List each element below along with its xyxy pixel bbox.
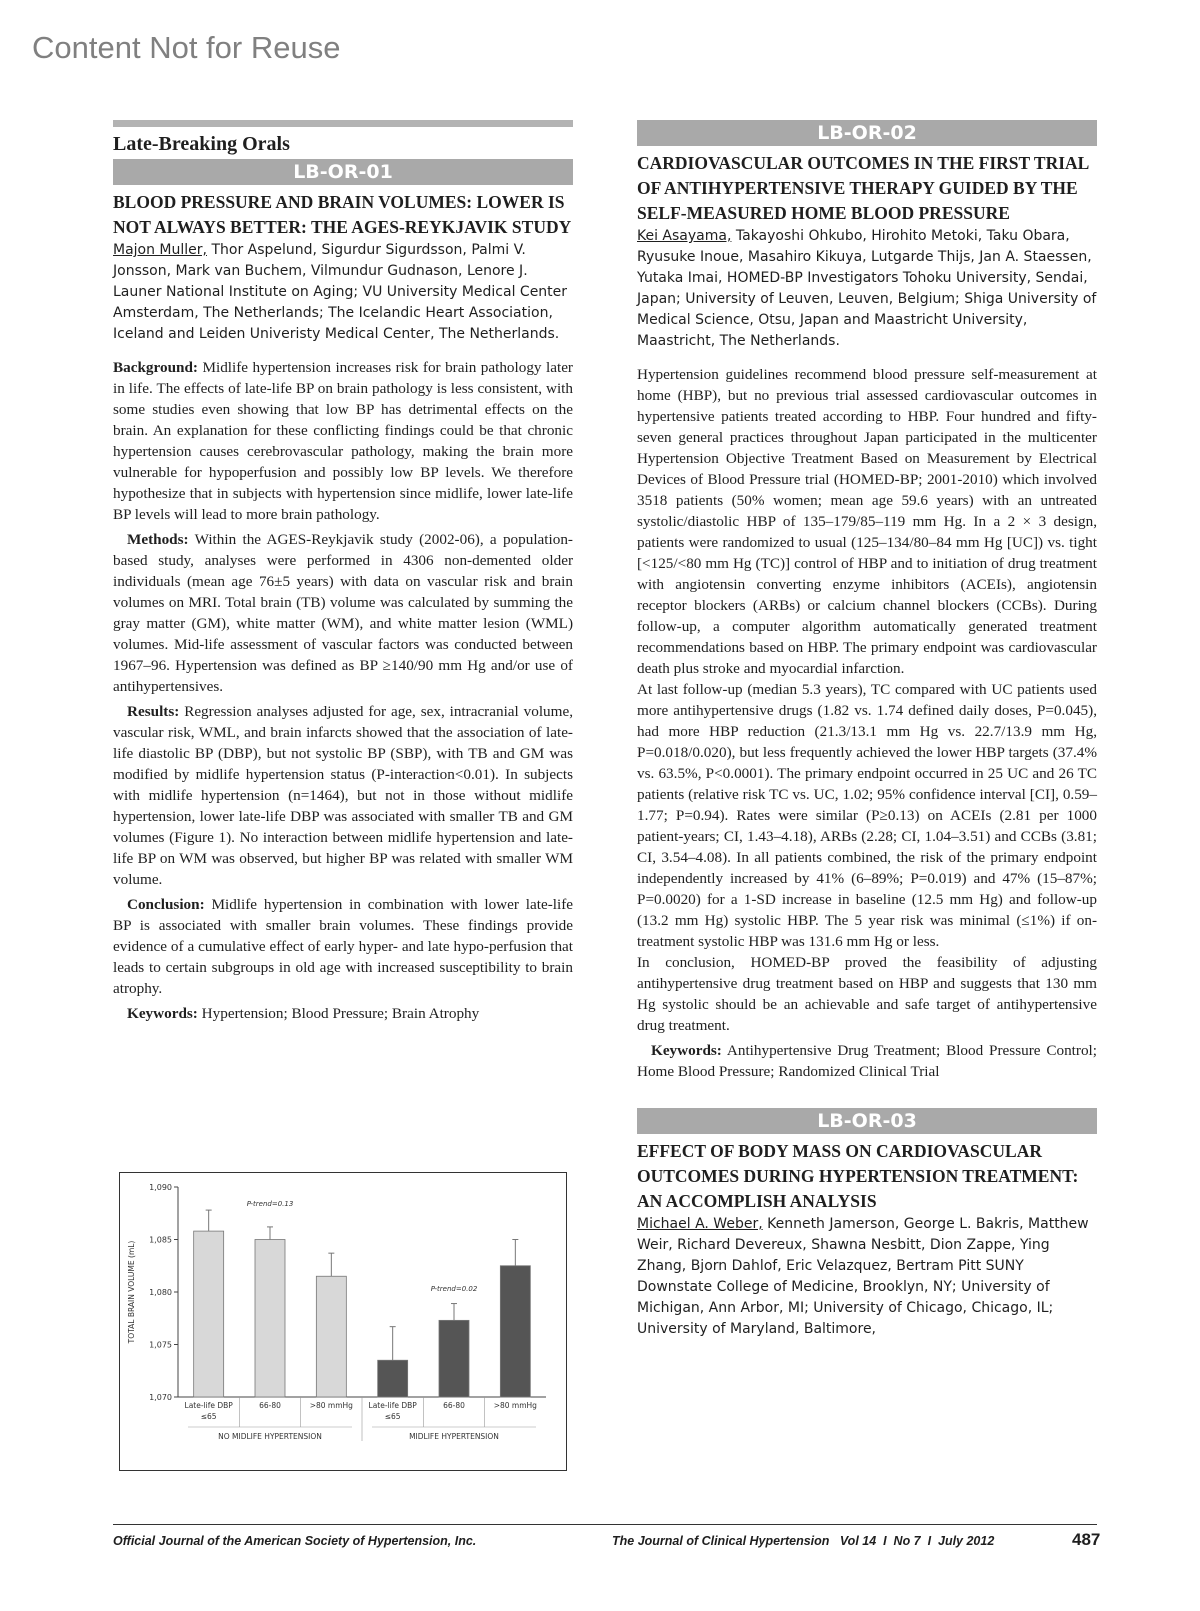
trend-annotation: P-trend=0.02 [430,1284,478,1293]
x-tick-label: >80 mmHg [309,1401,353,1410]
y-axis-label: TOTAL BRAIN VOLUME (mL) [127,1240,136,1344]
authors-affiliations: Kenneth Jamerson, George L. Bakris, Matthew Weir, Richard Devereux, Shawna Nesbitt, Dion Zappe, Ying Zhang, Bjorn Dahlof, Eric Velazquez, Bertram Pitt SUNY Downstate College of Medicine, Brooklyn, NY; University of Michigan, Ann Arbor, MI; University of Chicago, Chicago, IL; University of Maryland, Baltimore, [637,1216,1089,1337]
background-label: Background: [113,359,198,376]
keywords-label: Keywords: [651,1042,722,1059]
trend-annotation: P-trend=0.13 [246,1200,294,1209]
y-tick-label: 1,070 [149,1393,172,1402]
y-tick-label: 1,085 [149,1235,172,1245]
abstract-body [113,357,573,1024]
bar [255,1240,285,1398]
conclusion-text: Midlife hypertension in combination with lower late-life BP is associated with smaller brain volumes. These findings provide evidence of a cumulative effect of early hyper- and late hypo-perfusion that leads to certain subgroups in old age with increased susceptibility to brain atrophy. [113,896,573,997]
background-text: Midlife hypertension increases risk for brain pathology later in life. The effects of late-life BP on brain pathology is less consistent, with some studies even showing that low BP has detrimental effects on the brain. An explanation for these conflicting findings could be that chronic hypertension causes cerebrovascular pathology, making the brain more vulnerable for hypoperfusion and possibly low BP levels. We therefore hypothesize that in subjects with hypertension since midlife, lower late-life BP levels will lead to more brain pathology. [113,359,573,523]
group-label: MIDLIFE HYPERTENSION [409,1432,499,1441]
keywords-text: Antihypertensive Drug Treatment; Blood Pressure Control; Home Blood Pressure; Randomized Clinical Trial [637,1042,1097,1080]
y-tick-label: 1,080 [149,1288,172,1297]
y-tick-label: 1,075 [149,1340,172,1350]
x-tick-label: >80 mmHg [493,1401,537,1410]
presenting-author: Majon Muller, [113,242,207,258]
x-tick-label: 66-80 [259,1401,281,1410]
abstract-body [637,364,1097,1082]
bar [194,1231,224,1397]
group-label: NO MIDLIFE HYPERTENSION [218,1432,322,1441]
keywords-label: Keywords: [127,1005,198,1022]
abstract-title: BLOOD PRESSURE AND BRAIN VOLUMES: LOWER IS NOT ALWAYS BETTER: THE AGES-REYKJAVIK STUDY [113,192,572,237]
x-tick-label: ≤65 [384,1412,401,1421]
abstract-title: CARDIOVASCULAR OUTCOMES IN THE FIRST TRIAL OF ANTIHYPERTENSIVE THERAPY GUIDED BY THE SELF-MEASURED HOME BLOOD PRESSURE [637,153,1089,223]
results-text: Regression analyses adjusted for age, sex, intracranial volume, vascular risk, WML, and brain infarcts showed that the association of late-life diastolic BP (DBP), but not systolic BP (SBP), with TB and GM was modified by midlife hypertension status (P-interaction<0.01). In subjects with midlife hypertension (n=1464), but not in those without midlife hypertension, lower late-life DBP was associated with smaller TB and GM volumes (Figure 1). No interaction between midlife hypertension and late-life BP on WM was observed, but higher BP was related with smaller WM volume. [113,703,573,888]
bar [439,1320,469,1397]
watermark: Content Not for Reuse [32,30,341,65]
x-tick-label: 66-80 [443,1401,465,1410]
abstract-code-bar: LB-OR-02 [637,120,1097,146]
section-label: Late-Breaking Orals [113,133,290,155]
author-list [637,226,1097,352]
footer-rule [113,1524,1097,1525]
figure-1-chart [119,1172,567,1471]
x-tick-label: Late-life DBP [368,1401,417,1410]
methods-label: Methods: [127,531,189,548]
presenting-author: Michael A. Weber, [637,1216,763,1232]
author-list [637,1214,1097,1340]
page-number: 487 [1072,1530,1101,1549]
authors-affiliations: Thor Aspelund, Sigurdur Sigurdsson, Palmi V. Jonsson, Mark van Buchem, Vilmundur Gudnason, Lenore J. Launer National Institute on Aging; VU University Medical Center Amsterdam, The Netherlands; The Icelandic Heart Association, Iceland and Leiden Univeristy Medical Center, The Netherlands. [113,242,568,342]
body-paragraph: In conclusion, HOMED-BP proved the feasibility of adjusting antihypertensive drug treatment based on HBP and suggests that 130 mm Hg systolic should be an achievable and safe target of antihypertensive drug treatment. [637,954,1097,1034]
results-label: Results: [127,703,180,720]
conclusion-label: Conclusion: [127,896,205,913]
methods-text: Within the AGES-Reykjavik study (2002-06), a population-based study, analyses were performed in 4306 non-demented older individuals (mean age 76±5 years) with data on vascular risk and brain volumes on MRI. Total brain (TB) volume was calculated by summing the gray matter (GM), white matter (WM), and white matter lesion (WML) volumes. Mid-life assessment of vascular factors was conducted between 1967–96. Hypertension was defined as BP ≥140/90 mm Hg and/or use of antihypertensives. [113,531,573,695]
left-column [113,120,573,1028]
footer-journal-society: Official Journal of the American Society of Hypertension, Inc. [113,1534,477,1548]
presenting-author: Kei Asayama, [637,228,732,244]
abstract-title: EFFECT OF BODY MASS ON CARDIOVASCULAR OUTCOMES DURING HYPERTENSION TREATMENT: AN ACCOMPLISH ANALYSIS [637,1141,1079,1211]
bar [378,1360,408,1397]
author-list [113,240,573,345]
authors-affiliations: Takayoshi Ohkubo, Hirohito Metoki, Taku Obara, Ryusuke Inoue, Masahiro Kikuya, Lutgarde Thijs, Jan A. Staessen, Yutaka Imai, HOMED-BP Investigators Tohoku University, Sendai, Japan; University of Leuven, Leuven, Belgium; Shiga University of Medical Science, Otsu, Japan and Maastricht University, Maastricht, The Netherlands. [637,228,1097,349]
body-paragraph: Hypertension guidelines recommend blood pressure self-measurement at home (HBP), but no previous trial assessed cardiovascular outcomes in hypertensive patients treated according to HBP. Four hundred and fifty-seven general practices throughout Japan participated in the multicenter Hypertension Objective Treatment Based on Measurement by Electrical Devices of Blood Pressure trial (HOMED-BP; 2001-2010) which involved 3518 patients (50% women; mean age 59.6 years) with an untreated systolic/diastolic HBP of 135–179/85–119 mm Hg. In a 2 × 3 design, patients were randomized to usual (125–134/80–84 mm Hg [UC]) vs. tight [<125/<80 mm Hg (TC)] control of HBP and to initiation of drug treatment with angiotensin converting enzyme inhibitors (ACEIs), angiotensin receptor blockers (ARBs) or calcium channel blockers (CCBs). During follow-up, a computer algorithm automatically generated treatment recommendations based on HBP. The primary endpoint was cardiovascular death plus stroke and myocardial infarction. [637,366,1097,677]
y-tick-label: 1,090 [149,1183,172,1192]
x-tick-label: ≤65 [200,1412,217,1421]
bar [500,1266,530,1397]
section-rule [113,120,573,127]
abstract-code-bar: LB-OR-03 [637,1108,1097,1134]
keywords-text: Hypertension; Blood Pressure; Brain Atrophy [201,1005,480,1022]
bar-chart-svg [120,1173,566,1470]
right-column [637,120,1097,1340]
x-tick-label: Late-life DBP [184,1401,233,1410]
abstract-code-bar: LB-OR-01 [113,159,573,185]
body-paragraph: At last follow-up (median 5.3 years), TC compared with UC patients used more antihypertensive drugs (1.82 vs. 1.74 defined daily doses, P=0.045), had more HBP reduction (21.3/13.1 mm Hg vs. 22.7/13.9 mm Hg, P=0.018/0.020), but less frequently achieved the lower HBP targets (37.4% vs. 63.5%, P<0.0001). The primary endpoint occurred in 25 UC and 26 TC patients (relative risk TC vs. UC, 1.02; 95% confidence interval [CI], 0.59–1.77; P=0.94). Rates were similar (P≥0.13) on ACEIs (2.81 per 1000 patient-years; CI, 1.43–4.18), ARBs (2.28; CI, 1.04–3.51) and CCBs (3.81; CI, 3.54–4.08). In all patients combined, the risk of the primary endpoint independently increased by 41% (6–89%; P=0.019) and 47% (15–87%; P=0.0020) for a 1-SD increase in baseline (12.5 mm Hg) and follow-up (13.2 mm Hg) systolic HBP. The 5 year risk was minimal (≤1%) if on-treatment systolic HBP was 131.6 mm Hg or less. [637,681,1097,950]
footer-journal-issue: The Journal of Clinical Hypertension Vol 14 I No 7 I July 2012 [612,1534,995,1548]
bar [316,1276,346,1397]
